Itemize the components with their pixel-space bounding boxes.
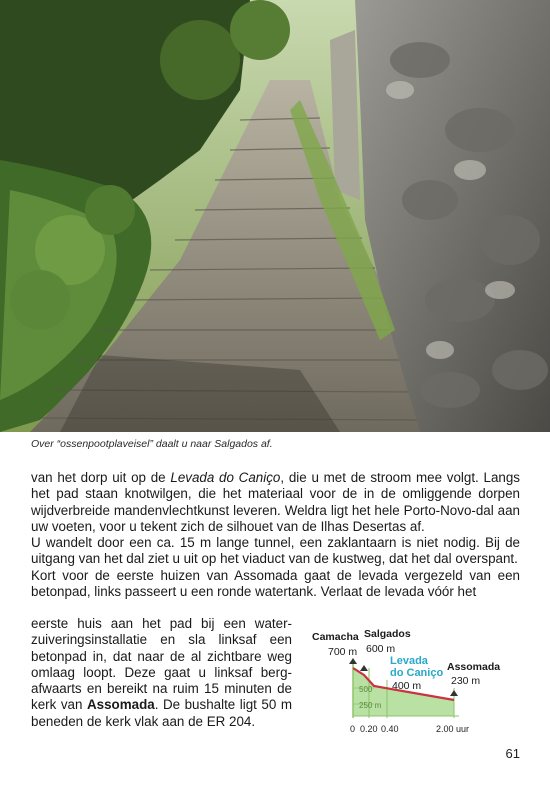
paragraph-3-narrow-text: eerste huis aan het pad bij een water-zuiveringsinstallatie en sla linksaf een betonpad in, dat naar de al zichtbare weg omlaag loopt. Deze gaat u linksaf berg-afwaarts en bereikt na ruim 15 minuten de kerk van — [31, 616, 292, 713]
elevation-profile — [304, 628, 524, 748]
paragraph-3-narrow — [31, 616, 292, 730]
time-020: 0.20 — [360, 724, 378, 734]
altitude-camacha: 700 m — [328, 646, 358, 658]
photo-caption: Over “ossenpootplaveisel” daalt u naar Salgados af. — [31, 438, 273, 450]
body-text-upper — [31, 470, 520, 600]
time-200: 2.00 uur — [436, 724, 470, 734]
time-040: 0.40 — [381, 724, 399, 734]
altitude-salgados: 600 m — [366, 643, 396, 655]
place-salgados: Salgados — [364, 628, 411, 640]
page-number: 61 — [505, 746, 520, 761]
profile-chart — [304, 628, 524, 748]
marker-assomada — [450, 690, 458, 696]
levada-label-1: Levada — [390, 655, 428, 667]
paragraph-1 — [31, 470, 520, 535]
levada-label-2: do Caniço — [390, 667, 444, 679]
altitude-levada: 400 m — [392, 680, 422, 692]
marker-camacha — [349, 658, 357, 664]
levada-name-inline: Levada do Caniço — [170, 470, 281, 485]
grid-label-500: 500 — [359, 685, 373, 694]
paragraph-3-end: . De bushalte ligt 50 m beneden de kerk vlak aan de ER 204. — [31, 697, 293, 729]
body-text-narrow — [31, 616, 292, 730]
place-camacha: Camacha — [312, 631, 359, 643]
marker-salgados — [360, 665, 368, 671]
grid-label-250: 250 m — [359, 701, 382, 710]
paragraph-2: U wandelt door een ca. 15 m lange tunnel, een zaklantaarn is niet nodig. Bij de uitgang van het dal ziet u uit op het viaduct van de kustweg, dat het dal overspant. — [31, 535, 520, 567]
paragraph-3-wide: Kort voor de eerste huizen van Assomada gaat de levada vergezeld van een betonpad, links passeert u een ronde watertank. Verlaat de levada vóór het — [31, 567, 520, 600]
paragraph-1-start: van het dorp uit op de — [31, 470, 171, 485]
place-assomada: Assomada — [447, 661, 501, 673]
altitude-assomada: 230 m — [451, 675, 481, 687]
time-0: 0 — [350, 724, 356, 734]
assomada-bold: Assomada — [86, 697, 155, 713]
paragraph-1-rest: , die u met de stroom mee volgt. Langs het pad staan knotwilgen, die het materiaal voor de in de omliggende dorpen wijdverbreide mandenvlechtkunst leveren. Weldra ligt het hele Porto-Novo-dal aan uw voeten, voor u tekent zich de silhouet van de Ilhas Desertas af. — [31, 470, 521, 534]
